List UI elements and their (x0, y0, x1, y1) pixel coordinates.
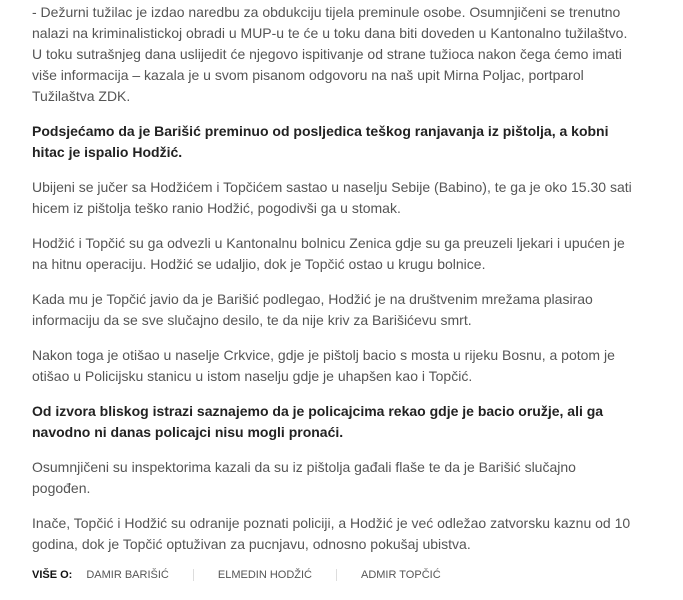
article-paragraph: Hodžić i Topčić su ga odvezli u Kantonalnu bolnicu Zenica gdje su ga preuzeli ljekari i upućen je na hitnu operaciju. Hodžić se udaljio, dok je Topčić ostao u krugu bolnice. (32, 235, 625, 272)
tag-divider (193, 569, 194, 581)
article-paragraph: - Dežurni tužilac je izdao naredbu za obdukciju tijela preminule osobe. Osumnjičeni se trenutno nalazi na kriminalistickoj obradi u MUP-u te će u toku dana biti doveden u Kantonalno tužilaštvo. U toku sutrašnjeg dana uslijedit će njegovo ispitivanje od strane tužioca nakon čega ćemo imati više informacija – kazala je u svom pisanom odgovoru na naš upit Mirna Poljac, portparol Tužilaštva ZDK. (32, 4, 628, 104)
article-paragraph: Ubijeni se jučer sa Hodžićem i Topčićem sastao u naselju Sebije (Babino), te ga je oko 15.30 sati hicem iz pištolja teško ranio Hodžić, pogodivši ga u stomak. (32, 179, 632, 216)
article-paragraph: Kada mu je Topčić javio da je Barišić podlegao, Hodžić je na društvenim mrežama plasirao informaciju da se sve slučajno desilo, te da nije kriv za Barišićevu smrt. (32, 291, 593, 328)
article-paragraph-highlight: Podsjećamo da je Barišić preminuo od posljedica teškog ranjavanja iz pištolja, a kobni hitac je ispalio Hodžić. (32, 123, 609, 160)
tags-bar (32, 569, 632, 581)
article-paragraph: Osumnjičeni su inspektorima kazali da su iz pištolja gađali flaše te da je Barišić slučajno pogođen. (32, 459, 576, 496)
article-paragraph: Nakon toga je otišao u naselje Crkvice, gdje je pištolj bacio s mosta u rijeku Bosnu, a potom je otišao u Policijsku stanicu u istom naselju gdje je uhapšen kao i Topčić. (32, 347, 615, 384)
tag-divider (336, 569, 337, 581)
article-paragraph: Inače, Topčić i Hodžić su odranije poznati policiji, a Hodžić je već odležao zatvorsku kaznu od 10 godina, dok je Topčić optuživan za pucnjavu, odnosno pokušaj ubistva. (32, 515, 631, 552)
tag-link-damir-barisic[interactable]: DAMIR BARIŠIĆ (86, 569, 169, 581)
article-paragraph-highlight: Od izvora bliskog istrazi saznajemo da je policajcima rekao gdje je bacio oružje, ali ga navodno ni danas policajci nisu mogli pronaći. (32, 403, 604, 440)
tags-label: VIŠE O: (32, 569, 73, 581)
tag-link-elmedin-hodzic[interactable]: ELMEDIN HODŽIĆ (217, 569, 312, 581)
tag-link-admir-topcic[interactable]: ADMIR TOPČIĆ (360, 569, 441, 581)
